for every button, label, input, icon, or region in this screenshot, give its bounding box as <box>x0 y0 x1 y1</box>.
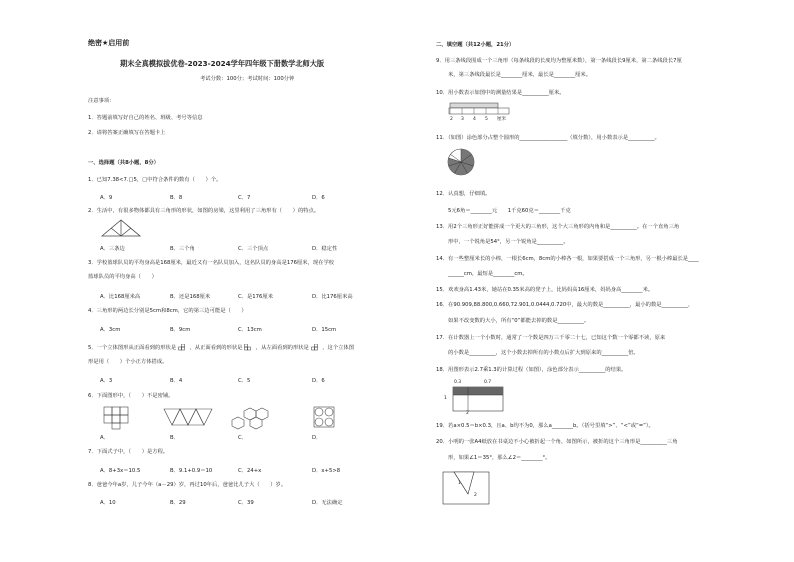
q14-line-1: 14．有一些整厘米长的小棒，一根长6cm，8cm的小棒各一根，如果要搭成一个三角形，另一根小棒最长是____ <box>436 256 699 262</box>
front-view-icon <box>178 344 188 351</box>
q1-option-a[interactable]: A．9 <box>100 195 113 201</box>
tessellation-options-figure <box>100 405 390 431</box>
q17-line-2: 的小数是__________，这个小数去掉所有的小数点后扩大到原来的__________倍。 <box>448 350 639 356</box>
ruler-label-3: 3 <box>461 117 464 122</box>
q8-option-b[interactable]: B．29 <box>170 500 186 506</box>
q8-option-d[interactable]: D．无法确定 <box>312 500 343 506</box>
q13-line-1: 13．用2个三角形正好能拼成一个更大的三角形，这个大三角形的内角和是__________。在一个直角三角 <box>436 224 680 230</box>
q5-stem-d: ，这个立体图 <box>322 345 355 351</box>
area-model-figure <box>452 386 508 414</box>
tiling-d-circles <box>314 407 334 427</box>
q8-option-a[interactable]: A．10 <box>100 500 116 506</box>
q5-stem-a: 5．一个立体图形从正面看到的形状是 <box>88 345 177 351</box>
exam-info: 考试分数：100分；考试时间：100分钟 <box>200 76 295 82</box>
q3-option-c[interactable]: C．是176厘米 <box>238 294 273 300</box>
q6-option-a[interactable]: A． <box>100 435 109 441</box>
q20-line-1: 20．小明的一张A4纸放在书桌边不小心被折起一个角，如图所示，被折的这个三角形是__________三角 <box>436 439 678 445</box>
q7-option-a[interactable]: A．8+3x＝10.5 <box>100 468 141 474</box>
fig20-angle-1: 1 <box>458 481 461 486</box>
q12-stem: 12．认真想，仔细填。 <box>436 191 491 197</box>
q1-option-d[interactable]: D．6 <box>312 195 325 201</box>
q12-blanks: 5元6角＝________元 1千克60克＝________千克 <box>448 208 571 214</box>
exam-title: 期末全真模拟拔优卷-2023-2024学年四年级下册数学北师大版 <box>120 59 325 68</box>
ruler-label-unit: 厘米 <box>497 117 506 122</box>
shaded-circle-figure <box>446 147 476 177</box>
q7-option-c[interactable]: C．24+x <box>238 468 262 474</box>
q3-option-d[interactable]: D．比176厘米高 <box>312 294 353 300</box>
q11-stem: 11．（如图）涂色部分占整个圆形的__________________（填分数），用小数表示是__________。 <box>436 135 660 141</box>
left-view-icon <box>311 344 321 351</box>
q3-option-b[interactable]: B．还是168厘米 <box>170 294 211 300</box>
top-view-icon <box>244 344 254 351</box>
q5-option-b[interactable]: B．4 <box>170 378 183 384</box>
fig18-bottom-label-2: 2 <box>466 411 469 416</box>
tiling-b-triangles <box>164 409 212 425</box>
q15-stem: 15．欢欢身高1.43米，她站在0.35米高的凳子上，比妈妈高16厘米，妈妈身高________米。 <box>436 287 654 293</box>
q5-stem-c: ，从左面看到的形状是 <box>255 345 309 351</box>
q19-stem: 19．若a×0.5＝b×0.3，且a、b均不为0，那么a________b。（括号里填“>”、“<”或“=”）。 <box>436 423 654 429</box>
q2-option-a[interactable]: A．三条边 <box>100 246 125 252</box>
q16-line-2: 如果不改变数的大小，所有“0”都能去掉的数是__________。 <box>448 318 590 324</box>
q6-stem: 6．下面图形中，（ ）不是密铺。 <box>88 393 174 399</box>
q2-stem: 2．生活中，有很多物体都具有三角形的形状，如图的房梁，这里利用了三角形有（ ）的特点。 <box>88 208 320 214</box>
q1-option-c[interactable]: C．7 <box>238 195 251 201</box>
q2-option-c[interactable]: C．三个顶点 <box>238 246 269 252</box>
q4-option-d[interactable]: D．15cm <box>312 327 337 333</box>
q18-stem: 18．用图形表示2.7乘1.3的计算过程（如图），涂色部分表示__________的结果。 <box>436 367 627 373</box>
notice-title: 注意事项： <box>88 98 115 104</box>
q8-option-c[interactable]: C．39 <box>238 500 254 506</box>
q3-option-a[interactable]: A．比168厘米高 <box>100 294 141 300</box>
q6-option-c[interactable]: C． <box>238 435 247 441</box>
q3-stem-2: 篮球队员的平均身高（ ） <box>88 274 157 280</box>
q2-option-b[interactable]: B．三个角 <box>170 246 195 252</box>
q5-stem-b: ，从正面看到的形状是 <box>189 345 243 351</box>
q9-line-2: 米，第三条线段最长是________厘米，最长是________厘米。 <box>448 72 592 78</box>
q20-line-2: 形，如果∠1＝35°，那么∠2＝________°。 <box>448 455 551 461</box>
q9-line-1: 9．用三条线段围成一个三角形（每条线段的长度均为整厘米数），第一条线段长9厘米，第二条线段长7厘 <box>436 58 682 64</box>
q5-stem-2: 形是用（ ）个小正方体搭成。 <box>88 359 168 365</box>
q1-stem: 1．已知7.38<7.□5，□中符合条件的数有（ ）个。 <box>88 177 222 183</box>
ruler-label-5: 5 <box>485 117 488 122</box>
q13-line-2: 形中，一个锐角是54°，另一个锐角是__________。 <box>448 239 569 245</box>
fig20-angle-2: 2 <box>474 493 477 498</box>
secret-label: 绝密★启用前 <box>88 39 130 47</box>
q7-option-d[interactable]: D．x+5>8 <box>312 468 341 474</box>
q17-line-1: 17．在计数器上一个小数时，通常了一个数是四万三千零二十七，已知这个数一个零都不读，原来 <box>436 335 666 341</box>
q14-line-2: ______cm，最短是________cm。 <box>448 271 528 277</box>
q7-option-b[interactable]: B．9.1+0.9＝10 <box>170 468 213 474</box>
q2-option-d[interactable]: D．稳定性 <box>312 246 338 252</box>
q4-stem: 4．三角形的两边长分别是5cm和8cm，它的第三边可能是（ ） <box>88 308 247 314</box>
folded-paper-figure <box>442 470 492 506</box>
fig18-label-0-7: 0.7 <box>484 380 492 385</box>
notice-2: 2．请将答案正确填写在答题卡上 <box>88 130 166 136</box>
q6-option-d[interactable]: D． <box>312 435 322 441</box>
section1-heading: 一、选择题（共8小题，8分） <box>88 160 159 166</box>
tiling-a-squares <box>104 407 128 429</box>
q7-stem: 7．下面式子中，（ ）是方程。 <box>88 449 169 455</box>
tiling-c-hexagons <box>232 408 268 429</box>
q10-stem: 10．用小数表示如图中的测量结果是__________厘米。 <box>436 90 565 96</box>
notice-1: 1．答题前填写好自己的姓名、班级、考号等信息 <box>88 115 203 121</box>
q4-option-a[interactable]: A．3cm <box>100 327 121 333</box>
fig18-label-0-3: 0.3 <box>454 380 462 385</box>
fig18-side-label-1: 1 <box>444 396 447 401</box>
section2-heading: 二、填空题（共12小题，21分） <box>436 42 515 48</box>
roof-truss-figure <box>100 218 142 238</box>
q8-stem: 8．爸爸今年a岁，儿子今年（a－29）岁，再过10年后，爸爸比儿子大（ ）岁。 <box>88 482 287 488</box>
q1-option-b[interactable]: B．8 <box>170 195 183 201</box>
q3-stem: 3．学校篮球队员的平均身高是168厘米，最近又有一名队员加入，这名队员的身高是176厘米，现在学校 <box>88 260 335 266</box>
q4-option-c[interactable]: C．13cm <box>238 327 262 333</box>
q4-option-b[interactable]: B．9cm <box>170 327 191 333</box>
ruler-label-4: 4 <box>473 117 476 122</box>
q5-option-a[interactable]: A．3 <box>100 378 113 384</box>
q6-option-b[interactable]: B． <box>170 435 179 441</box>
q5-stem <box>88 344 354 352</box>
q5-option-d[interactable]: D．6 <box>312 378 325 384</box>
ruler-label-2: 2 <box>450 117 453 122</box>
q5-option-c[interactable]: C．5 <box>238 378 251 384</box>
q16-line-1: 16．在90.909,88.800,0.660,72.901,0.0444,0.720中，最大的数是__________，最小的数是__________， <box>436 302 694 308</box>
